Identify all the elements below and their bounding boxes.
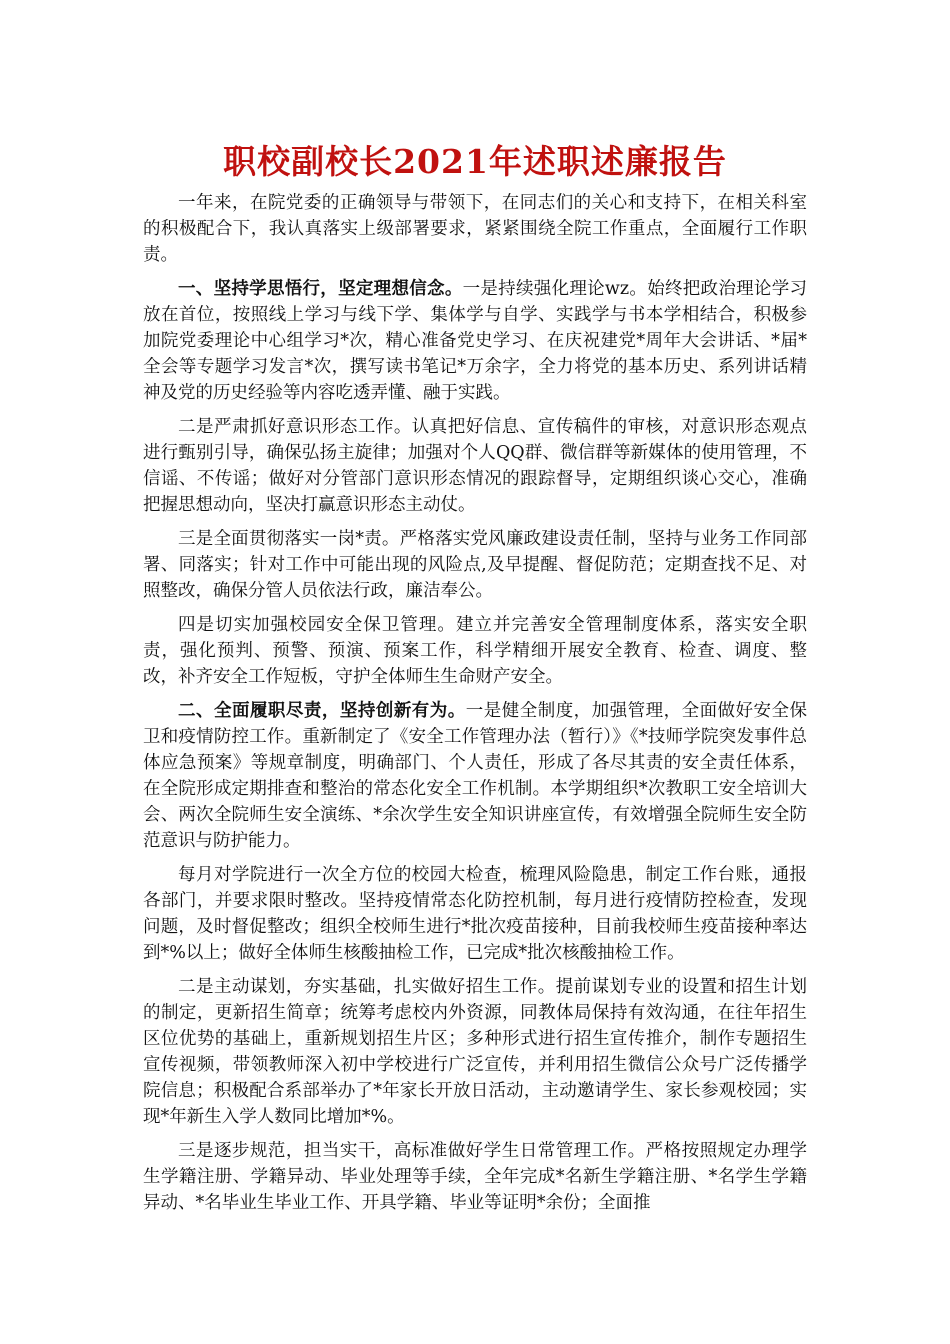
body-paragraph [143, 414, 807, 518]
paragraph-text: 四是切实加强校园安全保卫管理。建立并完善安全管理制度体系，落实安全职责，强化预判、预警、预演、预案工作，科学精细开展安全教育、检查、调度、整改，补齐安全工作短板，守护全体师生生命财产安全。 [143, 615, 807, 687]
paragraph-text: 每月对学院进行一次全方位的校园大检查，梳理风险隐患，制定工作台账，通报各部门，并要求限时整改。坚持疫情常态化防控机制，每月进行疫情防控检查，发现问题，及时督促整改；组织全校师生进行*批次疫苗接种，目前我校师生疫苗接种率达到*%以上；做好全体师生核酸抽检工作，已完成*批次核酸抽检工作。 [143, 865, 807, 963]
body-paragraph [143, 190, 807, 268]
section-heading: 一、坚持学思悟行，坚定理想信念。 [178, 279, 463, 299]
paragraph-text: 一是持续强化理论wz。始终把政治理论学习放在首位，按照线上学习与线下学、集体学与自学、实践学与书本学相结合，积极参加院党委理论中心组学习*次，精心准备党史学习、在庆祝建党*周年大会讲话、*届*全会等专题学习发言*次，撰写读书笔记*万余字，全力将党的基本历史、系列讲话精神及党的历史经验等内容吃透弄懂、融于实践。 [143, 279, 807, 403]
paragraph-text: 二是主动谋划，夯实基础，扎实做好招生工作。提前谋划专业的设置和招生计划的制定，更新招生简章；统筹考虑校内外资源，同教体局保持有效沟通，在往年招生区位优势的基础上，重新规划招生片区；多种形式进行招生宣传推介，制作专题招生宣传视频，带领教师深入初中学校进行广泛宣传，并利用招生微信公众号广泛传播学院信息；积极配合系部举办了*年家长开放日活动，主动邀请学生、家长参观校园；实现*年新生入学人数同比增加*%。 [143, 977, 807, 1127]
body-paragraph [143, 862, 807, 966]
paragraph-text: 二是严肃抓好意识形态工作。认真把好信息、宣传稿件的审核，对意识形态观点进行甄别引导，确保弘扬主旋律；加强对个人QQ群、微信群等新媒体的使用管理，不信谣、不传谣；做好对分管部门意识形态情况的跟踪督导，定期组织谈心交心，准确把握思想动向，坚决打赢意识形态主动仗。 [143, 417, 807, 515]
body-paragraph [143, 1138, 807, 1216]
body-paragraph [143, 612, 807, 690]
body-paragraph [143, 526, 807, 604]
paragraph-text: 三是全面贯彻落实一岗*责。严格落实党风廉政建设责任制，坚持与业务工作同部署、同落实；针对工作中可能出现的风险点,及早提醒、督促防范；定期查找不足、对照整改，确保分管人员依法行政，廉洁奉公。 [143, 529, 807, 601]
document-body [143, 190, 807, 1224]
document-title: 职校副校长2021年述职述廉报告 [223, 142, 727, 181]
paragraph-text: 一是健全制度，加强管理，全面做好安全保卫和疫情防控工作。重新制定了《安全工作管理办法（暂行）》《*技师学院突发事件总体应急预案》等规章制度，明确部门、个人责任，形成了各尽其责的安全责任体系，在全院形成定期排查和整治的常态化安全工作机制。本学期组织*次教职工安全培训大会、两次全院师生安全演练、*余次学生安全知识讲座宣传，有效增强全院师生安全防范意识与防护能力。 [143, 701, 807, 851]
section-heading: 二、全面履职尽责，坚持创新有为。 [178, 701, 466, 721]
paragraph-text: 三是逐步规范，担当实干，高标准做好学生日常管理工作。严格按照规定办理学生学籍注册、学籍异动、毕业处理等手续，全年完成*名新生学籍注册、*名学生学籍异动、*名毕业生毕业工作、开具学籍、毕业等证明*余份；全面推 [143, 1141, 807, 1213]
body-paragraph [143, 974, 807, 1130]
body-paragraph [143, 698, 807, 854]
body-paragraph [143, 276, 807, 406]
paragraph-text: 一年来，在院党委的正确领导与带领下，在同志们的关心和支持下，在相关科室的积极配合下，我认真落实上级部署要求，紧紧围绕全院工作重点，全面履行工作职责。 [143, 193, 807, 265]
